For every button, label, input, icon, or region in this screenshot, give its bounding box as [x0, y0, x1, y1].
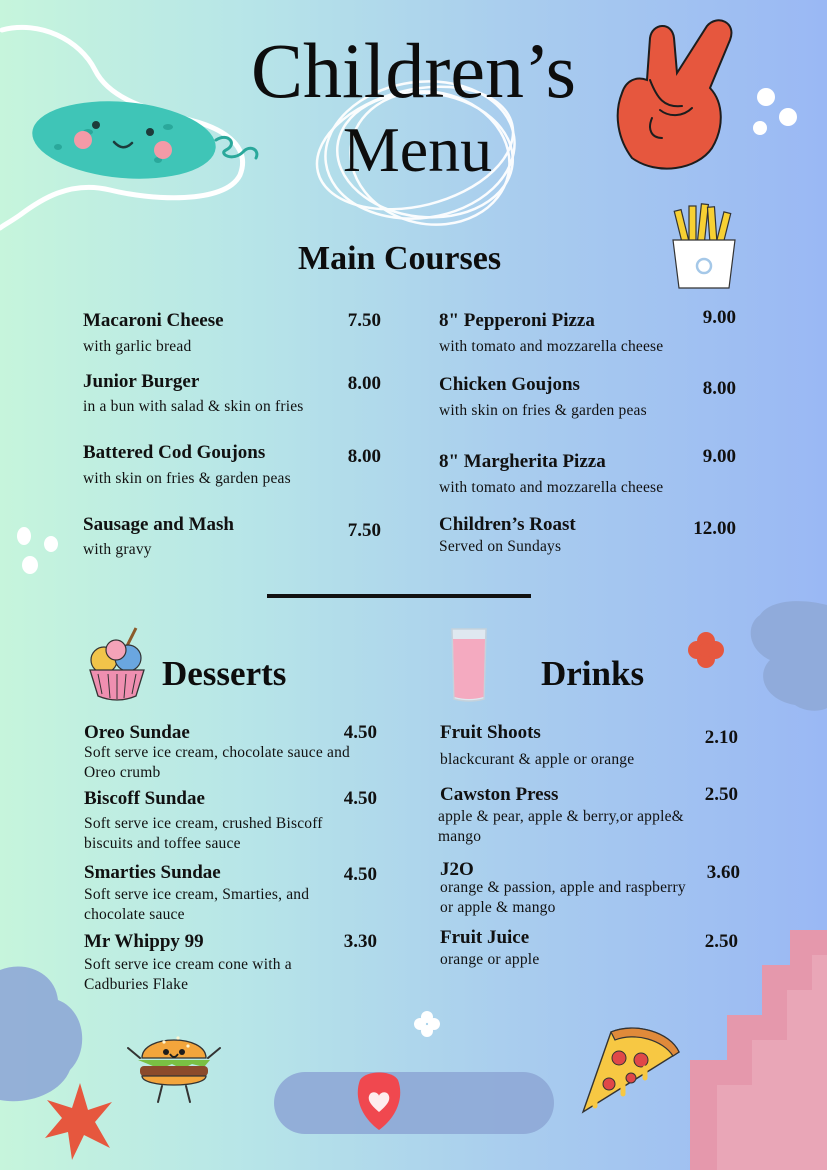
dessert-item-name: Oreo Sundae [84, 722, 190, 743]
dessert-item-desc: chocolate sauce [84, 906, 185, 923]
dessert-item-desc: Cadburies Flake [84, 976, 189, 993]
drink-item-desc: orange & passion, apple and raspberry [440, 879, 686, 896]
dessert-item-desc: Soft serve ice cream, chocolate sauce and [84, 744, 350, 761]
blue-pill-decoration [274, 1072, 554, 1134]
drink-item-price: 2.10 [704, 727, 738, 748]
drink-item-name: Fruit Shoots [440, 722, 541, 743]
title-childrens: Children’s [251, 27, 576, 114]
drink-item-name: Fruit Juice [440, 927, 530, 948]
dessert-item-name: Mr Whippy 99 [84, 931, 204, 952]
menu-item-desc: with skin on fries & garden peas [83, 470, 291, 487]
dessert-item-desc: Soft serve ice cream, crushed Biscoff [84, 815, 323, 832]
drink-item-desc: blackcurant & apple or orange [440, 751, 635, 768]
menu-item-desc: Served on Sundays [439, 538, 562, 555]
menu-item-name: Macaroni Cheese [83, 310, 224, 331]
menu-item-desc: in a bun with salad & skin on fries [83, 398, 304, 415]
menu-item-price: 9.00 [702, 307, 736, 328]
menu-item-price: 8.00 [347, 373, 381, 394]
menu-item-desc: with gravy [83, 541, 152, 558]
menu-item-price: 7.50 [347, 520, 381, 541]
drink-item-desc: orange or apple [440, 951, 540, 968]
drink-item-desc: mango [438, 828, 482, 845]
blue-cloud-right-decoration [751, 601, 827, 711]
menu-item-name: Battered Cod Goujons [83, 442, 266, 463]
menu-item-desc: with tomato and mozzarella cheese [439, 479, 664, 496]
strawberry-icon [352, 1066, 406, 1132]
desserts-heading: Desserts [162, 654, 287, 693]
dessert-item-desc: Soft serve ice cream cone with a [84, 956, 292, 973]
menu-item-desc: with skin on fries & garden peas [439, 402, 647, 419]
drink-item-desc: or apple & mango [440, 899, 556, 916]
dessert-item-price: 4.50 [343, 722, 377, 743]
dessert-item-desc: biscuits and toffee sauce [84, 835, 241, 852]
menu-item-desc: with garlic bread [83, 338, 192, 355]
dessert-item-desc: Soft serve ice cream, Smarties, and [84, 886, 310, 903]
white-flower-decoration [414, 1011, 440, 1037]
title-menu: Menu [342, 114, 493, 185]
menu-item-desc: with tomato and mozzarella cheese [439, 338, 664, 355]
burger-icon [126, 1020, 222, 1106]
drink-item-price: 2.50 [704, 784, 738, 805]
menu-item-price: 7.50 [347, 310, 381, 331]
drinks-heading: Drinks [541, 654, 645, 693]
red-flower-decoration [688, 632, 724, 668]
dessert-item-desc: Oreo crumb [84, 764, 161, 781]
menu-item-name: Children’s Roast [439, 514, 576, 535]
drink-item-price: 3.60 [706, 862, 740, 883]
menu-item-price: 9.00 [702, 446, 736, 467]
menu-item-name: Junior Burger [83, 371, 200, 392]
main-courses-heading: Main Courses [298, 240, 502, 277]
dessert-item-price: 4.50 [343, 788, 377, 809]
drink-item-name: Cawston Press [440, 784, 559, 805]
dessert-item-name: Biscoff Sundae [84, 788, 205, 809]
drink-item-name: J2O [440, 859, 474, 880]
dessert-item-price: 3.30 [343, 931, 377, 952]
menu-item-name: 8" Margherita Pizza [439, 451, 606, 472]
pink-drink-glass-icon [448, 627, 490, 703]
menu-item-price: 12.00 [693, 518, 736, 539]
sundae-icon [86, 626, 148, 704]
menu-item-price: 8.00 [347, 446, 381, 467]
pizza-slice-icon [575, 1022, 685, 1114]
white-dots-left-decoration [17, 527, 58, 574]
dessert-item-price: 4.50 [343, 864, 377, 885]
dessert-item-name: Smarties Sundae [84, 862, 221, 883]
drink-item-desc: apple & pear, apple & berry,or apple& [438, 808, 684, 825]
section-divider [267, 594, 531, 598]
menu-item-price: 8.00 [702, 378, 736, 399]
menu-item-name: Sausage and Mash [83, 514, 234, 535]
fries-icon [665, 202, 743, 290]
drink-item-price: 2.50 [704, 931, 738, 952]
menu-item-name: 8" Pepperoni Pizza [439, 310, 595, 331]
blue-cloud-bottom-left-decoration [0, 967, 82, 1102]
red-splat-decoration [45, 1083, 112, 1160]
menu-item-name: Chicken Goujons [439, 374, 580, 395]
